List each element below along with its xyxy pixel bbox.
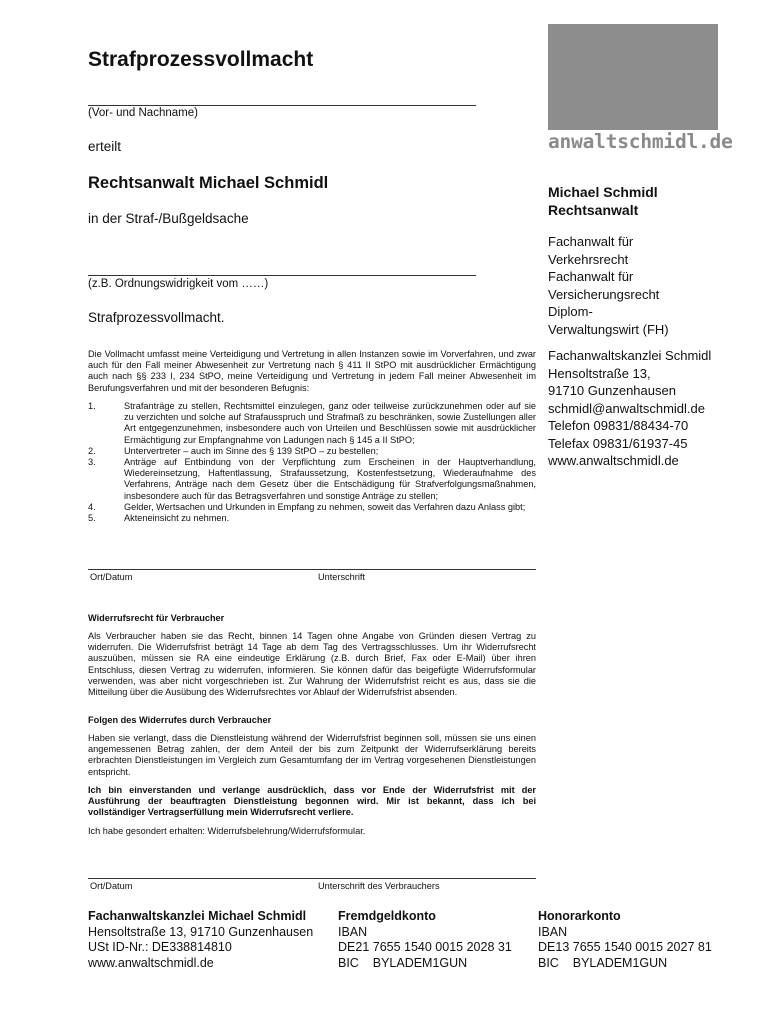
withdrawal-paragraph: Als Verbraucher haben sie das Recht, binnen 14 Tagen ohne Angabe von Gründen diesen Vertrag zu widerrufen. Die Widerrufsfrist beträgt 14 Tage ab dem Tag des Vertragsschlusses. Um ihr Widerrufsrecht auszuüben, müssen sie RA eine eindeutige Erklärung (z.B. durch Brief, Fax oder E-Mail) über ihren Entschluss, diesen Vertrag zu widerrufen, informieren. Sie können dafür das beigefügte Widerrufsformular verwenden, was aber nicht vorgeschrieben ist. Zur Wahrung der Widerrufsfrist reicht es aus, dass sie die Mitteilung über die Ausübung des Widerrufsrechtes vor Ablauf der Widerrufsfrist absenden. [88, 631, 536, 698]
list-item: 5. Akteneinsicht zu nehmen. [88, 513, 230, 524]
contact-line: Fachanwaltskanzlei Schmidl [548, 348, 712, 363]
contact-line: Hensoltstraße 13, [548, 365, 651, 381]
sig1-date-label: Ort/Datum [90, 572, 133, 582]
lawyer-name: Rechtsanwalt Michael Schmidl [88, 174, 329, 192]
footer-firm-name: Fachanwaltskanzlei Michael Schmidl [88, 909, 307, 923]
list-item: 4. Gelder, Wertsachen und Urkunden in Empfang zu nehmen, soweit das Verfahren dazu Anlass gibt; [88, 501, 526, 512]
phone-line: Telefon 09831/88434-70 [548, 418, 689, 433]
list-item: 1. Strafanträge zu stellen, Rechtsmittel einzulegen, ganz oder teilweise zurückzunehmen oder auf sie zu verzichten und solche auf Strafausspruch und Strafmaß zu beschränken, sowie Zustellungen aller Art entgegenzunehmen, insbesondere auch von Urteilen und Beschlüssen sowie mit ausdrücklicher Ermächtigung zur Empfangnahme von Ladungen nach § 145 a II StPO; [88, 401, 536, 445]
matter-text: in der Straf-/Bußgeldsache [88, 211, 249, 226]
subtitle: Strafprozessvollmacht. [88, 310, 225, 325]
footer-line: BIC BYLADEM1GUN [538, 955, 668, 970]
logo-block [548, 24, 718, 130]
logo-text: anwaltschmidl.de [548, 130, 733, 153]
fax-line: Telefax 09831/61937-45 [548, 435, 688, 451]
qual-line: Verwaltungswirt (FH) [548, 321, 669, 337]
document-title: Strafprozessvollmacht [88, 48, 314, 71]
consequence-paragraph: Haben sie verlangt, dass die Dienstleistung während der Widerrufsfrist beginnen soll, müssen sie uns einen angemessenen Betrag zahlen, der dem Anteil der bis zum Zeitpunkt der Widerrufserklärung bereits erbrachten Dienstleistungen im Vergleich zum Gesamtumfang der im Vertrag vorgesehenen Dienstleistungen entspricht. [88, 733, 536, 777]
consent-paragraph: Ich bin einverstanden und verlange ausdrücklich, dass vor Ende der Widerrufsfrist mit der Ausführung der beauftragten Dienstleistung begonnen wird. Mir ist bekannt, dass ich bei vollständiger Vertragserfüllung mein Widerrufsrecht verliere. [88, 785, 536, 818]
consequence-heading: Folgen des Widerrufes durch Verbraucher [88, 715, 272, 725]
sig2-date-label: Ort/Datum [90, 881, 133, 891]
contact-line: 91710 Gunzenhausen [548, 383, 676, 398]
list-item: 3. Anträge auf Entbindung von der Verpflichtung zum Erscheinen in der Hauptverhandlung, Wiedereinsetzung, Haftentlassung, Strafaussetzung, Kostenfestsetzung, Wiederaufnahme des Verfahrens, Anträge nach dem Gesetz über die Entschädigung für Strafverfolgungsmaßnahmen, insbesondere auch für das Betragsverfahren und sonstige Anträge zu stellen; [88, 457, 536, 501]
sidebar-role: Rechtsanwalt [548, 202, 639, 218]
footer-line: IBAN [338, 924, 368, 939]
qual-line: Verkehrsrecht [548, 251, 629, 267]
qual-line: Fachanwalt für [548, 234, 634, 249]
signature-line [88, 569, 536, 570]
sig2-signature-label: Unterschrift des Verbrauchers [318, 881, 440, 891]
footer-line: BIC BYLADEM1GUN [338, 955, 468, 970]
name-line [88, 105, 476, 106]
intro-paragraph: Die Vollmacht umfasst meine Verteidigung und Vertretung in allen Instanzen sowie im Vorverfahren, und zwar auch für den Fall meiner Abwesenheit zur Vertretung nach § 411 II StPO mit ausdrücklicher Ermächtigung auch nach §§ 233 I, 234 StPO, meine Verteidigung und Vertretung in jedem Fall meiner Abwesenheit im Berufungsverfahren und mit der besonderen Befugnis: [88, 349, 536, 393]
footer-heading: Fremdgeldkonto [338, 909, 436, 923]
footer-line: USt ID-Nr.: DE338814810 [88, 940, 232, 954]
footer-line: DE21 7655 1540 0015 2028 31 [338, 940, 512, 954]
footer-firm [88, 909, 313, 971]
footer-client-account [338, 909, 512, 971]
withdrawal-heading: Widerrufsrecht für Verbraucher [88, 613, 225, 623]
sidebar-name: Michael Schmidl [548, 184, 658, 200]
sidebar-qualifications [548, 233, 753, 338]
list-item: 2. Untervertreter – auch im Sinne des § 139 StPO – zu bestellen; [88, 445, 379, 456]
example-label: (z.B. Ordnungswidrigkeit vom ……) [88, 278, 269, 290]
footer-line: DE13 7655 1540 0015 2027 81 [538, 940, 712, 954]
erteilt-text: erteilt [88, 139, 122, 154]
powers-list [88, 401, 536, 524]
sig1-signature-label: Unterschrift [318, 572, 365, 582]
qual-line: Diplom- [548, 304, 593, 319]
website-link[interactable]: www.anwaltschmidl.de [548, 453, 679, 468]
matter-line [88, 275, 476, 276]
name-label: (Vor- und Nachname) [88, 107, 198, 119]
signature-line [88, 878, 536, 879]
footer-line: Hensoltstraße 13, 91710 Gunzenhausen [88, 924, 314, 939]
footer-website-link[interactable]: www.anwaltschmidl.de [88, 955, 214, 970]
qual-line: Versicherungsrecht [548, 286, 660, 302]
footer-fee-account [538, 909, 712, 971]
email-link[interactable]: schmidl@anwaltschmidl.de [548, 400, 705, 416]
footer-line: IBAN [538, 924, 568, 939]
qual-line: Fachanwalt für [548, 269, 634, 284]
sidebar-contact [548, 347, 753, 470]
received-paragraph: Ich habe gesondert erhalten: Widerrufsbelehrung/Widerrufsformular. [88, 826, 366, 836]
footer-heading: Honorarkonto [538, 909, 621, 923]
